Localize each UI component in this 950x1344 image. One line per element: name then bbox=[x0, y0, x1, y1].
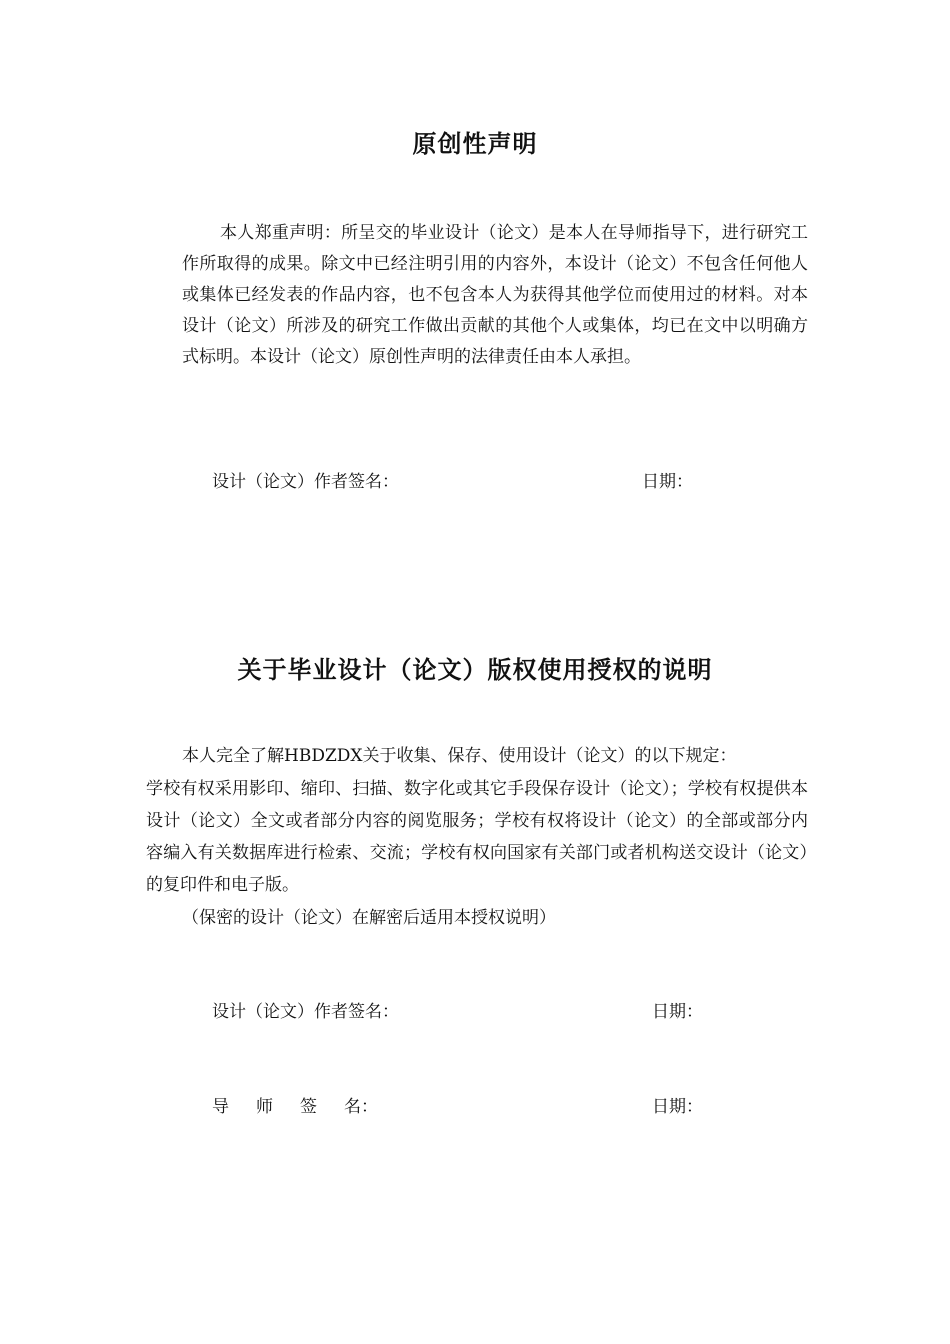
advisor-label-char: 名： bbox=[344, 1097, 378, 1117]
authorization-note: （保密的设计（论文）在解密后适用本授权说明） bbox=[182, 908, 556, 928]
advisor-label-char: 导 bbox=[212, 1097, 229, 1117]
author-signature-label: 设计（论文）作者签名： bbox=[212, 472, 399, 492]
advisor-label-char: 签 bbox=[300, 1097, 317, 1117]
authorization-body: 学校有权采用影印、缩印、扫描、数字化或其它手段保存设计（论文）；学校有权提供本设计（论文）全文或者部分内容的阅览服务；学校有权将设计（论文）的全部或部分内容编入有关数据库进行检索、交流；学校有权向国家有关部门或者机构送交设计（论文）的复印件和电子版。 bbox=[146, 779, 808, 895]
date-label: 日期： bbox=[642, 472, 693, 492]
authorization-title: 关于毕业设计（论文）版权使用授权的说明 bbox=[237, 656, 713, 684]
advisor-label-char: 师 bbox=[256, 1097, 273, 1117]
author-signature-label: 设计（论文）作者签名： bbox=[212, 1002, 399, 1022]
authorization-intro: 本人完全了解HBDZDX关于收集、保存、使用设计（论文）的以下规定： bbox=[182, 746, 737, 766]
advisor-signature-label bbox=[212, 1092, 378, 1117]
author-date-label: 日期： bbox=[652, 1002, 703, 1022]
advisor-date-label: 日期： bbox=[652, 1097, 703, 1117]
originality-title: 原创性声明 bbox=[412, 130, 538, 158]
originality-paragraph: 本人郑重声明：所呈交的毕业设计（论文）是本人在导师指导下，进行研究工作所取得的成果。除文中已经注明引用的内容外，本设计（论文）不包含任何他人或集体已经发表的作品内容，也不包含本人为获得其他学位而使用过的材料。对本设计（论文）所涉及的研究工作做出贡献的其他个人或集体，均已在文中以明确方式标明。本设计（论文）原创性声明的法律责任由本人承担。 bbox=[182, 223, 808, 367]
